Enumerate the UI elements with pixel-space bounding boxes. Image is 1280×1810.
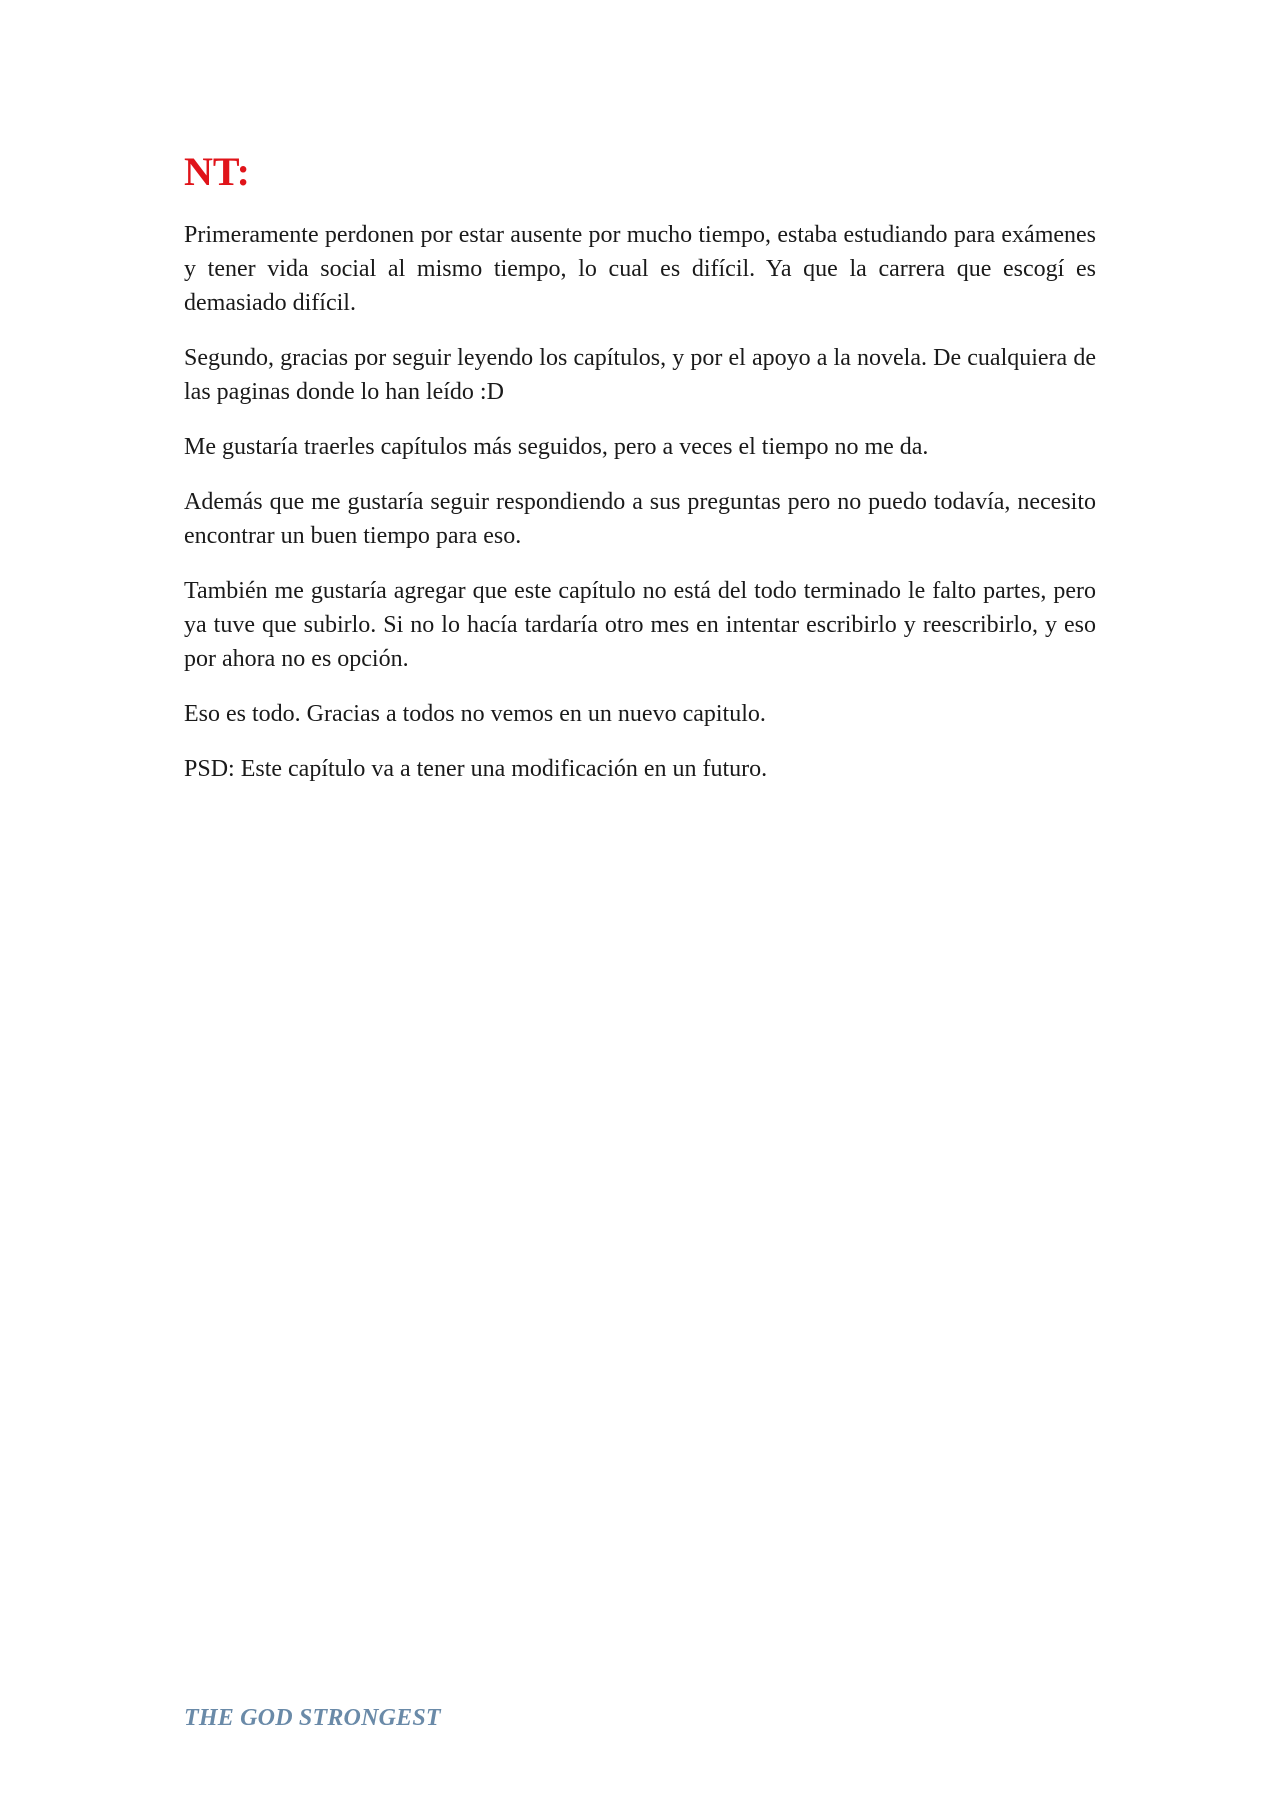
paragraph-2: Segundo, gracias por seguir leyendo los capítulos, y por el apoyo a la novela. De cualquiera de las paginas donde lo han leído :D	[184, 345, 1096, 405]
paragraph-4: Además que me gustaría seguir respondiendo a sus preguntas pero no puedo todavía, necesito encontrar un buen tiempo para eso.	[184, 489, 1096, 549]
paragraph-3: Me gustaría traerles capítulos más seguidos, pero a veces el tiempo no me da.	[184, 434, 929, 460]
page-content	[184, 148, 1096, 807]
page-heading: NT:	[184, 149, 250, 194]
paragraph-7: PSD: Este capítulo va a tener una modificación en un futuro.	[184, 756, 768, 782]
paragraph-5: También me gustaría agregar que este capítulo no está del todo terminado le falto partes, pero ya tuve que subirlo. Si no lo hacía tardaría otro mes en intentar escribirlo y reescribirlo, y eso por ahora no es opción.	[184, 578, 1096, 672]
page-footer: THE GOD STRONGEST	[184, 1705, 441, 1731]
paragraph-6: Eso es todo. Gracias a todos no vemos en un nuevo capitulo.	[184, 701, 766, 727]
paragraph-1: Primeramente perdonen por estar ausente por mucho tiempo, estaba estudiando para exámenes y tener vida social al mismo tiempo, lo cual es difícil. Ya que la carrera que escogí es demasiado difícil.	[184, 222, 1096, 316]
